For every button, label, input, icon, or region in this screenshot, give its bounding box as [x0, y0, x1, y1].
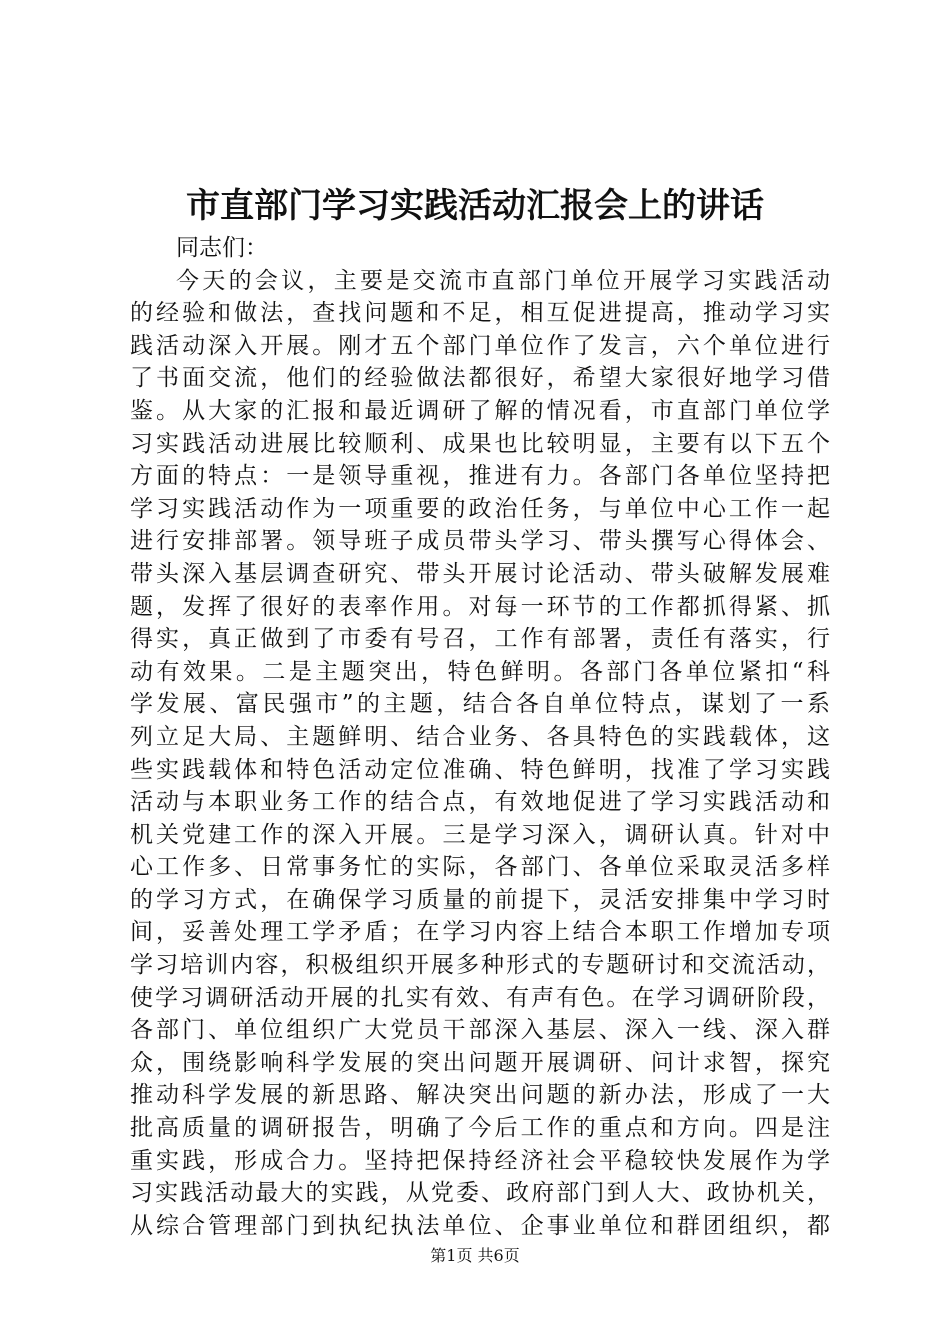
body-line: 列立足大局、主题鲜明、结合业务、各具特色的实践载体，这	[130, 723, 830, 750]
greeting-line: 同志们：	[176, 235, 268, 261]
body-line: 从综合管理部门到执纪执法单位、企事业单位和群团组织，都	[130, 1212, 830, 1239]
body-line: 间，妥善处理工学矛盾；在学习内容上结合本职工作增加专项	[130, 919, 830, 946]
body-line: 动有效果。二是主题突出，特色鲜明。各部门各单位紧扣“科	[130, 658, 830, 685]
body-line: 的经验和做法，查找问题和不足，相互促进提高，推动学习实	[130, 300, 830, 327]
body-line: 推动科学发展的新思路、解决突出问题的新办法，形成了一大	[130, 1082, 830, 1109]
page-number-footer: 第1页 共6页	[430, 1246, 520, 1265]
body-line: 带头深入基层调查研究、带头开展讨论活动、带头破解发展难	[130, 560, 830, 587]
body-line: 众，围绕影响科学发展的突出问题开展调研、问计求智，探究	[130, 1049, 830, 1076]
body-line: 进行安排部署。领导班子成员带头学习、带头撰写心得体会、	[130, 528, 830, 555]
body-line: 得实，真正做到了市委有号召，工作有部署，责任有落实，行	[130, 626, 830, 653]
body-line: 学习培训内容，积极组织开展多种形式的专题研讨和交流活动，	[130, 952, 830, 979]
body-line: 题，发挥了很好的表率作用。对每一环节的工作都抓得紧、抓	[130, 593, 830, 620]
body-line: 使学习调研活动开展的扎实有效、有声有色。在学习调研阶段，	[130, 984, 830, 1011]
body-line: 的学习方式，在确保学习质量的前提下，灵活安排集中学习时	[130, 886, 830, 913]
body-line: 重实践，形成合力。坚持把保持经济社会平稳较快发展作为学	[130, 1147, 830, 1174]
body-line: 习实践活动进展比较顺利、成果也比较明显，主要有以下五个	[130, 430, 830, 457]
body-line: 机关党建工作的深入开展。三是学习深入，调研认真。针对中	[130, 821, 830, 848]
body-line: 学习实践活动作为一项重要的政治任务，与单位中心工作一起	[130, 495, 830, 522]
body-line: 心工作多、日常事务忙的实际，各部门、各单位采取灵活多样	[130, 854, 830, 881]
body-line: 了书面交流，他们的经验做法都很好，希望大家很好地学习借	[130, 365, 830, 392]
body-line: 今天的会议，主要是交流市直部门单位开展学习实践活动	[176, 267, 830, 294]
body-line: 批高质量的调研报告，明确了今后工作的重点和方向。四是注	[130, 1115, 830, 1142]
body-line: 鉴。从大家的汇报和最近调研了解的情况看，市直部门单位学	[130, 397, 830, 424]
body-line: 学发展、富民强市”的主题，结合各自单位特点，谋划了一系	[130, 691, 830, 718]
body-line: 习实践活动最大的实践，从党委、政府部门到人大、政协机关，	[130, 1180, 830, 1207]
body-line: 践活动深入开展。刚才五个部门单位作了发言，六个单位进行	[130, 332, 830, 359]
body-line: 方面的特点：一是领导重视，推进有力。各部门各单位坚持把	[130, 463, 830, 490]
document-body	[130, 232, 830, 1242]
body-line: 各部门、单位组织广大党员干部深入基层、深入一线、深入群	[130, 1017, 830, 1044]
document-title: 市直部门学习实践活动汇报会上的讲话	[186, 186, 764, 226]
body-line: 些实践载体和特色活动定位准确、特色鲜明，找准了学习实践	[130, 756, 830, 783]
body-line: 活动与本职业务工作的结合点，有效地促进了学习实践活动和	[130, 789, 830, 816]
